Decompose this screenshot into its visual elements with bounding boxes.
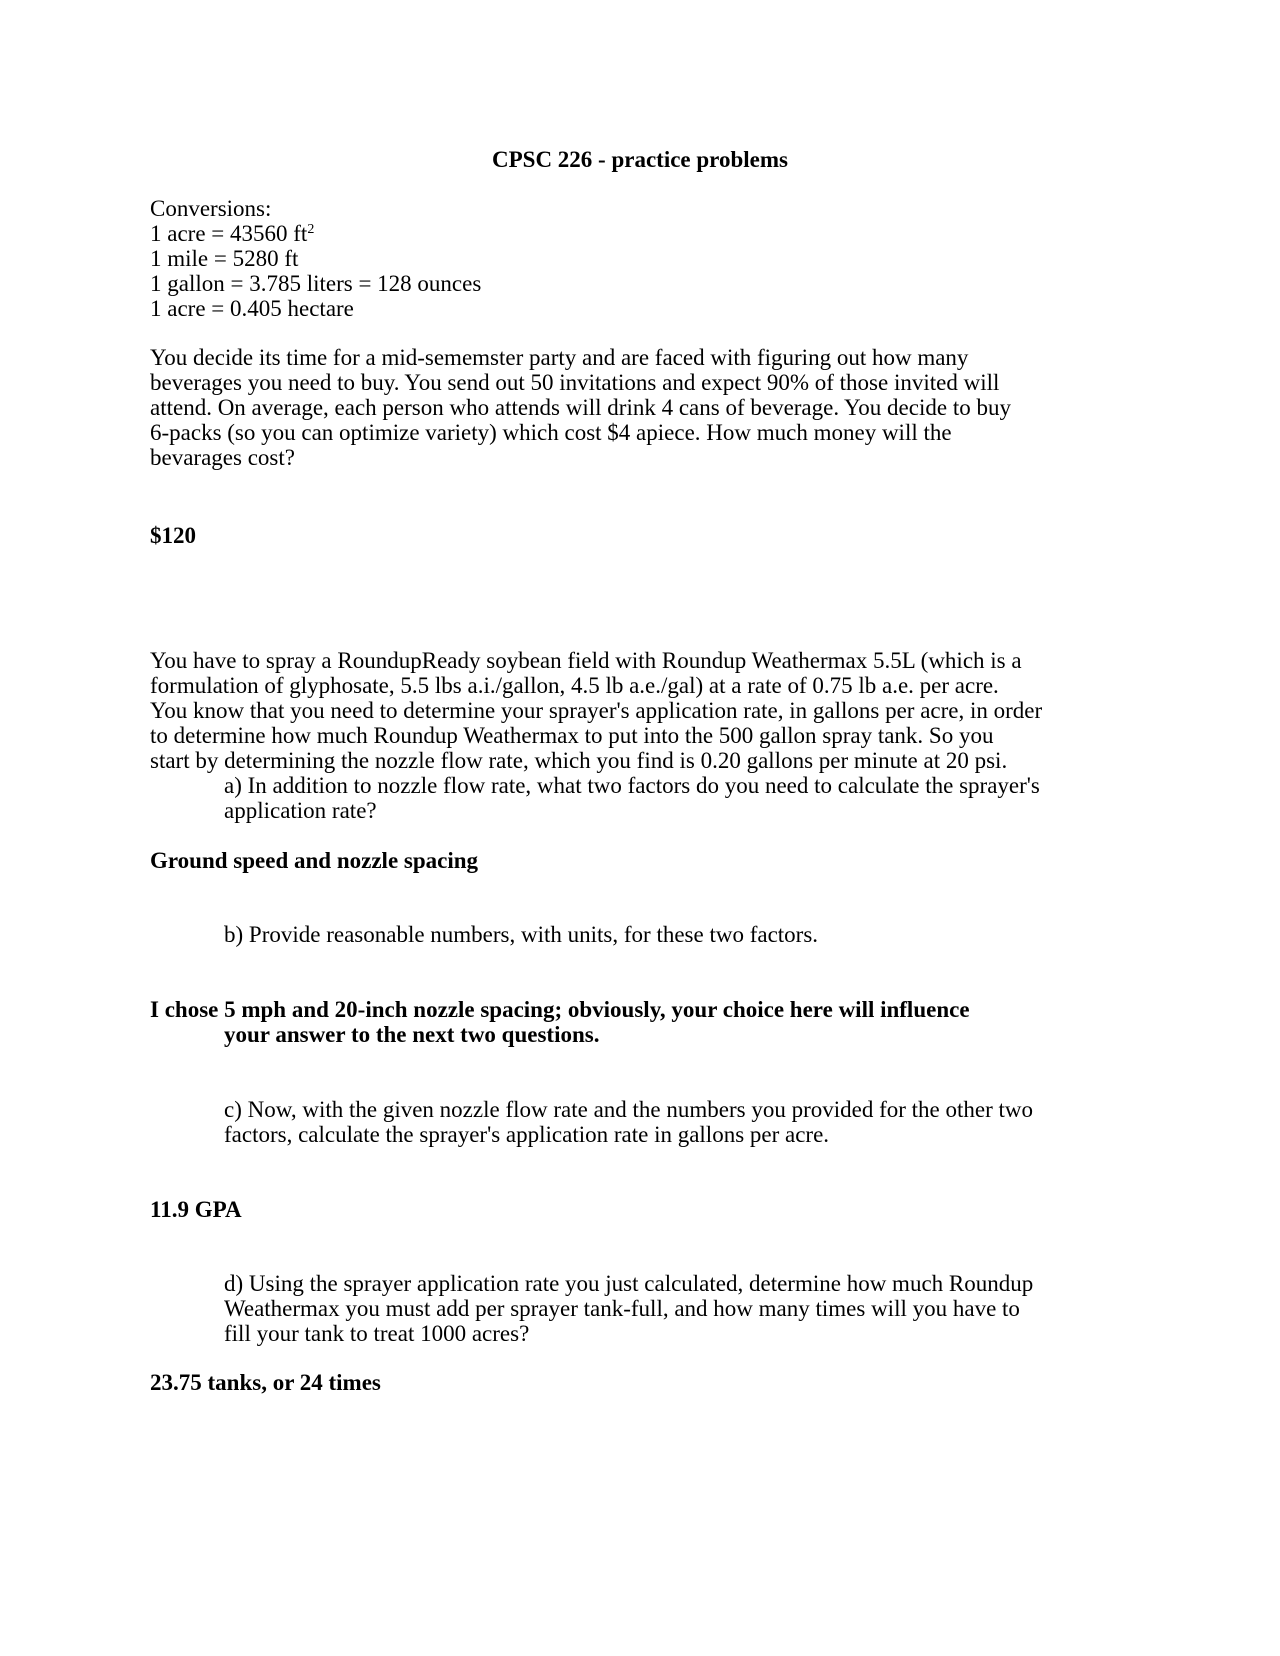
conversion-acre-hectare: 1 acre = 0.405 hectare — [150, 296, 354, 321]
conversions-heading: Conversions: — [150, 196, 272, 221]
conversion-gallon: 1 gallon = 3.785 liters = 128 ounces — [150, 271, 482, 296]
question-d-line: fill your tank to treat 1000 acres? — [224, 1321, 530, 1346]
problem-2-line: start by determining the nozzle flow rate, which you find is 0.20 gallons per minute at 20 psi. — [150, 748, 1008, 773]
answer-b-line: I chose 5 mph and 20-inch nozzle spacing; obviously, your choice here will influence — [150, 997, 970, 1022]
page-title: CPSC 226 - practice problems — [492, 147, 788, 172]
question-c — [150, 1097, 1100, 1147]
question-d — [150, 1271, 1100, 1346]
question-c-line: factors, calculate the sprayer's application rate in gallons per acre. — [224, 1122, 830, 1147]
conversions-section — [150, 196, 1100, 321]
problem-2-line: You have to spray a RoundupReady soybean field with Roundup Weathermax 5.5L (which is a — [150, 648, 1022, 673]
question-d-line: Weathermax you must add per sprayer tank-full, and how many times will you have to — [224, 1296, 1020, 1321]
problem-1-line: You decide its time for a mid-sememster party and are faced with figuring out how many — [150, 345, 969, 370]
answer-c: 11.9 GPA — [150, 1197, 242, 1222]
problem-2-line: to determine how much Roundup Weathermax to put into the 500 gallon spray tank. So you — [150, 723, 994, 748]
problem-1-line: bevarages cost? — [150, 445, 295, 470]
conversion-acre-sqft — [150, 221, 1100, 246]
question-d-line: d) Using the sprayer application rate you just calculated, determine how much Roundup — [224, 1271, 1034, 1296]
answer-d: 23.75 tanks, or 24 times — [150, 1370, 381, 1395]
question-b: b) Provide reasonable numbers, with units, for these two factors. — [224, 922, 819, 947]
question-a-line: a) In addition to nozzle flow rate, what two factors do you need to calculate the sprayer's — [224, 773, 1040, 798]
answer-b-line: your answer to the next two questions. — [224, 1022, 600, 1047]
problem-2-line: You know that you need to determine your sprayer's application rate, in gallons per acre, in order — [150, 698, 1043, 723]
problem-1-line: 6-packs (so you can optimize variety) which cost $4 apiece. How much money will the — [150, 420, 952, 445]
question-c-line: c) Now, with the given nozzle flow rate and the numbers you provided for the other two — [224, 1097, 1034, 1122]
problem-1-text — [150, 345, 1100, 470]
problem-2-line: formulation of glyphosate, 5.5 lbs a.i./gallon, 4.5 lb a.e./gal) at a rate of 0.75 lb a.e. per acre. — [150, 673, 999, 698]
answer-b — [150, 997, 1100, 1047]
conversion-mile: 1 mile = 5280 ft — [150, 246, 299, 271]
problem-2-text — [150, 648, 1100, 823]
superscript-two: 2 — [307, 222, 315, 237]
question-a-line: application rate? — [224, 798, 377, 823]
answer-a: Ground speed and nozzle spacing — [150, 848, 479, 873]
problem-1-line: beverages you need to buy. You send out 50 invitations and expect 90% of those invited will — [150, 370, 1000, 395]
problem-1-line: attend. On average, each person who attends will drink 4 cans of beverage. You decide to buy — [150, 395, 1011, 420]
conversion-acre-sqft-text: 1 acre = 43560 ft — [150, 221, 308, 246]
problem-1-answer: $120 — [150, 523, 196, 548]
